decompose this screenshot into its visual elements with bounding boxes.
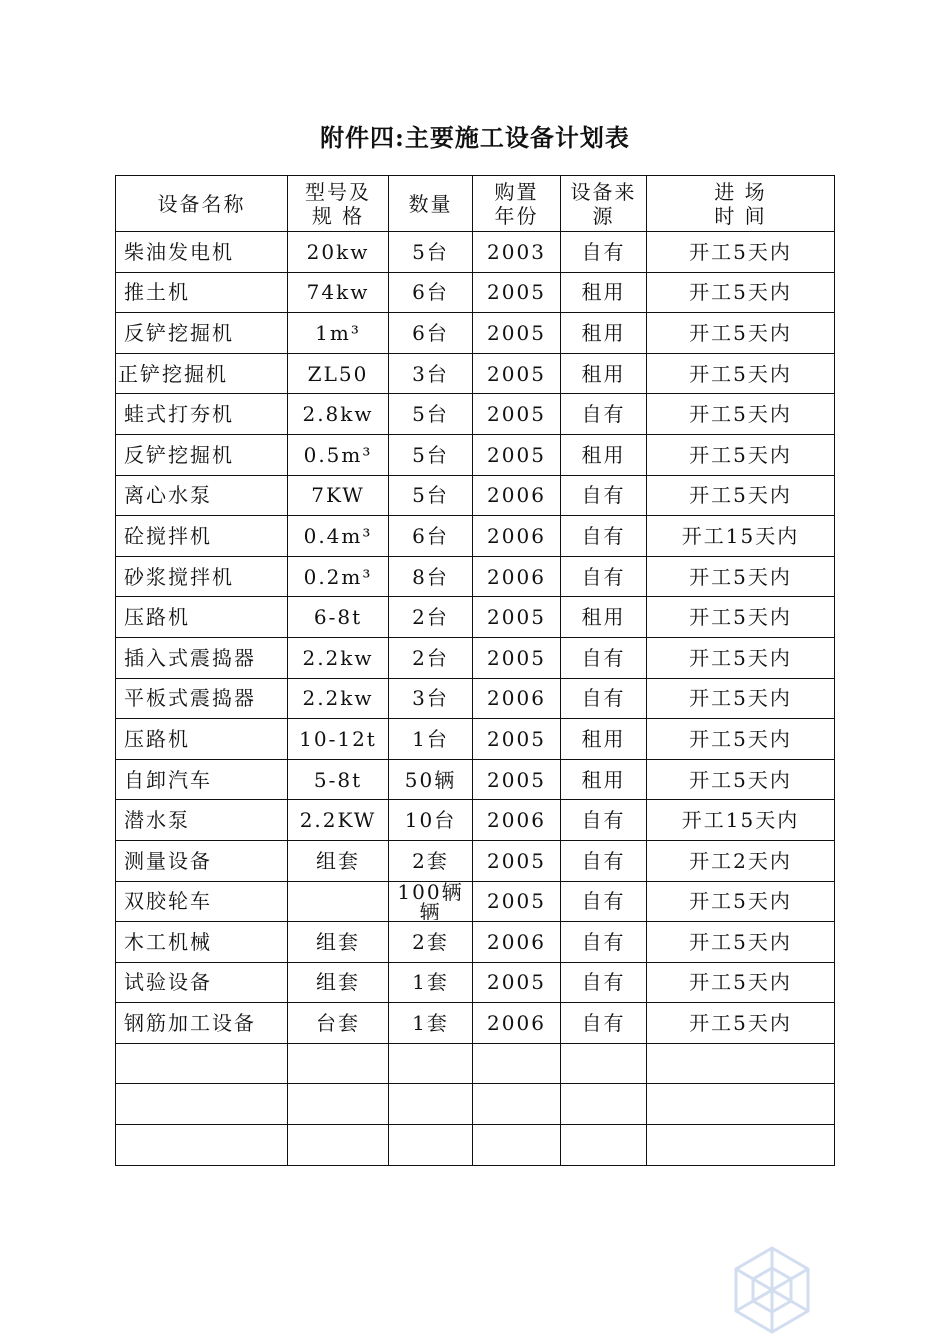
cell-qty: 2台 bbox=[389, 597, 473, 638]
cell-model: 组套 bbox=[288, 962, 389, 1003]
table-row bbox=[116, 232, 835, 273]
cell-source: 自有 bbox=[561, 881, 647, 922]
cell-entry: 开工5天内 bbox=[647, 922, 835, 963]
cell-entry: 开工15天内 bbox=[647, 800, 835, 841]
cell-qty: 2台 bbox=[389, 637, 473, 678]
table-row bbox=[116, 556, 835, 597]
cell-year: 2005 bbox=[473, 353, 561, 394]
cell-qty: 5台 bbox=[389, 434, 473, 475]
empty-cell bbox=[473, 1043, 561, 1084]
table-row bbox=[116, 840, 835, 881]
empty-cell bbox=[473, 1084, 561, 1125]
cell-year: 2006 bbox=[473, 922, 561, 963]
cell-year: 2006 bbox=[473, 1003, 561, 1044]
cell-name: 压路机 bbox=[116, 597, 288, 638]
cell-entry: 开工5天内 bbox=[647, 475, 835, 516]
cell-source: 自有 bbox=[561, 1003, 647, 1044]
table-row bbox=[116, 1003, 835, 1044]
header-entry-time: 进 场 时 间 bbox=[647, 176, 835, 232]
cell-model: 74kw bbox=[288, 272, 389, 313]
cell-year: 2005 bbox=[473, 719, 561, 760]
cell-qty: 2套 bbox=[389, 840, 473, 881]
cell-source: 自有 bbox=[561, 922, 647, 963]
cell-name: 正铲挖掘机 bbox=[116, 353, 288, 394]
cell-entry: 开工5天内 bbox=[647, 637, 835, 678]
table-row bbox=[116, 272, 835, 313]
cell-qty: 1套 bbox=[389, 962, 473, 1003]
cell-source: 租用 bbox=[561, 759, 647, 800]
cell-entry: 开工2天内 bbox=[647, 840, 835, 881]
header-source: 设备来 源 bbox=[561, 176, 647, 232]
empty-cell bbox=[116, 1125, 288, 1166]
cell-year: 2006 bbox=[473, 800, 561, 841]
cell-source: 自有 bbox=[561, 678, 647, 719]
cell-year: 2005 bbox=[473, 962, 561, 1003]
empty-cell bbox=[116, 1043, 288, 1084]
empty-row bbox=[116, 1084, 835, 1125]
cell-model: 0.4m³ bbox=[288, 516, 389, 557]
table-row bbox=[116, 394, 835, 435]
table-row bbox=[116, 800, 835, 841]
cell-entry: 开工5天内 bbox=[647, 597, 835, 638]
header-year: 购置 年份 bbox=[473, 176, 561, 232]
cell-name: 平板式震捣器 bbox=[116, 678, 288, 719]
cell-model: 2.2kw bbox=[288, 637, 389, 678]
cell-entry: 开工5天内 bbox=[647, 881, 835, 922]
cell-qty bbox=[389, 881, 473, 922]
cell-source: 租用 bbox=[561, 597, 647, 638]
cell-model: 1m³ bbox=[288, 313, 389, 354]
empty-cell bbox=[288, 1125, 389, 1166]
cell-model: 0.2m³ bbox=[288, 556, 389, 597]
cell-source: 自有 bbox=[561, 475, 647, 516]
empty-cell bbox=[389, 1084, 473, 1125]
table-row bbox=[116, 313, 835, 354]
cell-name: 潜水泵 bbox=[116, 800, 288, 841]
cell-source: 租用 bbox=[561, 353, 647, 394]
watermark-logo-icon bbox=[722, 1240, 822, 1340]
table-row bbox=[116, 881, 835, 922]
cell-year: 2005 bbox=[473, 840, 561, 881]
cell-source: 自有 bbox=[561, 962, 647, 1003]
cell-name: 试验设备 bbox=[116, 962, 288, 1003]
cell-name: 砼搅拌机 bbox=[116, 516, 288, 557]
cell-entry: 开工5天内 bbox=[647, 313, 835, 354]
cell-name: 压路机 bbox=[116, 719, 288, 760]
cell-name: 反铲挖掘机 bbox=[116, 313, 288, 354]
cell-year: 2003 bbox=[473, 232, 561, 273]
cell-model bbox=[288, 881, 389, 922]
cell-entry: 开工15天内 bbox=[647, 516, 835, 557]
cell-model: 20kw bbox=[288, 232, 389, 273]
cell-qty: 50辆 bbox=[389, 759, 473, 800]
table-row bbox=[116, 434, 835, 475]
table-row bbox=[116, 922, 835, 963]
cell-name: 自卸汽车 bbox=[116, 759, 288, 800]
cell-year: 2006 bbox=[473, 516, 561, 557]
table-row bbox=[116, 962, 835, 1003]
cell-qty: 6台 bbox=[389, 272, 473, 313]
cell-source: 自有 bbox=[561, 394, 647, 435]
cell-name: 柴油发电机 bbox=[116, 232, 288, 273]
cell-year: 2005 bbox=[473, 637, 561, 678]
cell-source: 租用 bbox=[561, 272, 647, 313]
cell-name: 砂浆搅拌机 bbox=[116, 556, 288, 597]
cell-year: 2005 bbox=[473, 881, 561, 922]
cell-name: 测量设备 bbox=[116, 840, 288, 881]
cell-entry: 开工5天内 bbox=[647, 272, 835, 313]
cell-year: 2006 bbox=[473, 475, 561, 516]
empty-cell bbox=[647, 1125, 835, 1166]
header-model: 型号及 规 格 bbox=[288, 176, 389, 232]
equipment-plan-table bbox=[115, 175, 835, 1166]
cell-qty: 6台 bbox=[389, 313, 473, 354]
empty-cell bbox=[561, 1043, 647, 1084]
cell-qty: 5台 bbox=[389, 475, 473, 516]
cell-entry: 开工5天内 bbox=[647, 678, 835, 719]
cell-source: 自有 bbox=[561, 637, 647, 678]
cell-model: 2.2KW bbox=[288, 800, 389, 841]
empty-cell bbox=[647, 1084, 835, 1125]
cell-qty: 8台 bbox=[389, 556, 473, 597]
cell-qty-wrapped: 100辆 辆 bbox=[397, 882, 464, 921]
cell-source: 自有 bbox=[561, 516, 647, 557]
empty-cell bbox=[389, 1125, 473, 1166]
cell-source: 自有 bbox=[561, 556, 647, 597]
cell-qty: 1台 bbox=[389, 719, 473, 760]
cell-model: 2.8kw bbox=[288, 394, 389, 435]
cell-qty: 1套 bbox=[389, 1003, 473, 1044]
empty-cell bbox=[288, 1084, 389, 1125]
cell-name: 推土机 bbox=[116, 272, 288, 313]
cell-name: 双胶轮车 bbox=[116, 881, 288, 922]
empty-cell bbox=[561, 1084, 647, 1125]
cell-year: 2005 bbox=[473, 313, 561, 354]
cell-model: 组套 bbox=[288, 840, 389, 881]
cell-qty: 5台 bbox=[389, 394, 473, 435]
cell-model: 2.2kw bbox=[288, 678, 389, 719]
cell-model: 7KW bbox=[288, 475, 389, 516]
cell-model: 组套 bbox=[288, 922, 389, 963]
cell-model: ZL50 bbox=[288, 353, 389, 394]
header-row bbox=[116, 176, 835, 232]
empty-cell bbox=[561, 1125, 647, 1166]
cell-source: 租用 bbox=[561, 313, 647, 354]
table-row bbox=[116, 475, 835, 516]
empty-cell bbox=[647, 1043, 835, 1084]
empty-cell bbox=[288, 1043, 389, 1084]
table-row bbox=[116, 597, 835, 638]
header-qty: 数量 bbox=[389, 176, 473, 232]
empty-cell bbox=[473, 1125, 561, 1166]
cell-model: 0.5m³ bbox=[288, 434, 389, 475]
table-row bbox=[116, 678, 835, 719]
cell-name: 离心水泵 bbox=[116, 475, 288, 516]
cell-entry: 开工5天内 bbox=[647, 719, 835, 760]
cell-source: 自有 bbox=[561, 800, 647, 841]
header-name: 设备名称 bbox=[116, 176, 288, 232]
cell-name: 钢筋加工设备 bbox=[116, 1003, 288, 1044]
cell-entry: 开工5天内 bbox=[647, 962, 835, 1003]
cell-qty: 3台 bbox=[389, 678, 473, 719]
cell-source: 租用 bbox=[561, 434, 647, 475]
cell-year: 2005 bbox=[473, 759, 561, 800]
cell-entry: 开工5天内 bbox=[647, 232, 835, 273]
cell-entry: 开工5天内 bbox=[647, 394, 835, 435]
cell-name: 蛙式打夯机 bbox=[116, 394, 288, 435]
cell-entry: 开工5天内 bbox=[647, 1003, 835, 1044]
cell-qty: 5台 bbox=[389, 232, 473, 273]
empty-cell bbox=[389, 1043, 473, 1084]
cell-year: 2005 bbox=[473, 597, 561, 638]
cell-year: 2006 bbox=[473, 556, 561, 597]
cell-year: 2005 bbox=[473, 394, 561, 435]
cell-model: 台套 bbox=[288, 1003, 389, 1044]
cell-entry: 开工5天内 bbox=[647, 556, 835, 597]
empty-cell bbox=[116, 1084, 288, 1125]
cell-source: 自有 bbox=[561, 232, 647, 273]
cell-entry: 开工5天内 bbox=[647, 353, 835, 394]
page-title: 附件四:主要施工设备计划表 bbox=[320, 123, 630, 152]
cell-model: 6-8t bbox=[288, 597, 389, 638]
table-row bbox=[116, 516, 835, 557]
table-row bbox=[116, 637, 835, 678]
cell-name: 插入式震捣器 bbox=[116, 637, 288, 678]
cell-source: 自有 bbox=[561, 840, 647, 881]
cell-qty: 10台 bbox=[389, 800, 473, 841]
cell-qty: 6台 bbox=[389, 516, 473, 557]
cell-year: 2005 bbox=[473, 272, 561, 313]
empty-row bbox=[116, 1043, 835, 1084]
empty-row bbox=[116, 1125, 835, 1166]
cell-qty: 2套 bbox=[389, 922, 473, 963]
cell-year: 2005 bbox=[473, 434, 561, 475]
table-row bbox=[116, 353, 835, 394]
cell-model: 5-8t bbox=[288, 759, 389, 800]
cell-source: 租用 bbox=[561, 719, 647, 760]
cell-year: 2006 bbox=[473, 678, 561, 719]
cell-entry: 开工5天内 bbox=[647, 434, 835, 475]
cell-name: 反铲挖掘机 bbox=[116, 434, 288, 475]
cell-entry: 开工5天内 bbox=[647, 759, 835, 800]
cell-name: 木工机械 bbox=[116, 922, 288, 963]
table-row bbox=[116, 719, 835, 760]
table-row bbox=[116, 759, 835, 800]
cell-model: 10-12t bbox=[288, 719, 389, 760]
cell-qty: 3台 bbox=[389, 353, 473, 394]
